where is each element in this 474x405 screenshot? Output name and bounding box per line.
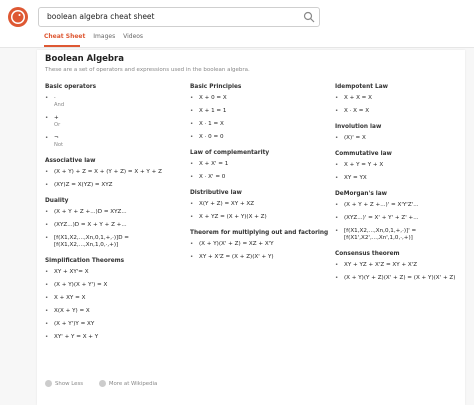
- cheat-item: [190, 254, 330, 261]
- cheat-item: [190, 121, 330, 128]
- cheat-item: [335, 95, 463, 102]
- cheat-sheet-card: [37, 50, 465, 405]
- cheat-expression: XY + XY'= X: [54, 269, 89, 275]
- cheat-item: [190, 134, 330, 141]
- cheat-item: [335, 175, 463, 182]
- cheat-expression: (XYZ...)D = X + Y + Z +...: [54, 222, 127, 228]
- cheat-section: [335, 251, 463, 282]
- cheat-expression: +: [54, 115, 59, 121]
- cheat-expression: XY' + Y = X + Y: [54, 334, 99, 340]
- result-tabs: [44, 33, 149, 40]
- cheat-section: [45, 258, 185, 341]
- section-heading: DeMorgan's law: [335, 191, 388, 197]
- tab-images[interactable]: Images: [93, 33, 116, 40]
- cheat-item: [45, 269, 185, 276]
- cheat-sheet-title: Boolean Algebra: [45, 54, 124, 64]
- cheat-expression: (X + Y')Y = XY: [54, 321, 95, 327]
- cheat-section: [190, 84, 330, 141]
- cheat-section: [190, 190, 330, 221]
- cheat-item: [190, 108, 330, 115]
- cheat-section: [190, 230, 330, 261]
- cheat-section: [45, 158, 185, 189]
- cheat-description: Not: [54, 142, 64, 148]
- section-heading: Idempotent Law: [335, 84, 388, 90]
- cheat-section: [335, 191, 463, 242]
- cheat-item: [45, 295, 185, 302]
- cheat-expression: XY + X'Z = (X + Z)(X' + Y): [199, 254, 274, 260]
- cheat-section: [335, 84, 463, 115]
- cheat-item: [45, 308, 185, 315]
- section-heading: Simplification Theorems: [45, 258, 125, 264]
- cheat-item: [190, 241, 330, 248]
- cheat-description: Or: [54, 122, 61, 128]
- section-heading: Involution law: [335, 124, 382, 130]
- cheat-expression: X + XY = X: [54, 295, 86, 301]
- section-heading: Basic operators: [45, 84, 97, 90]
- search-input[interactable]: [43, 9, 305, 24]
- cheat-item: [45, 169, 185, 176]
- cheat-item: [45, 209, 185, 216]
- cheat-expression: X + Y = Y + X: [344, 162, 384, 168]
- cheat-expression: (X + Y) + Z = X + (Y + Z) = X + Y + Z: [54, 169, 162, 175]
- cheat-expression: [f(X1,X2,...,Xn,0,1,+,·)]D = [f(X1,X2,...,Xn,1,0,·,+)]: [54, 235, 129, 248]
- cheat-expression: (X + Y)(Y + Z)(X' + Z) = (X + Y)(X' + Z): [344, 275, 456, 281]
- cheat-item: [335, 135, 463, 142]
- cheat-item: [45, 95, 185, 109]
- collapse-icon: [45, 380, 52, 387]
- cheat-expression: (X + Y)(X' + Z) = XZ + X'Y: [199, 241, 274, 247]
- duckduckgo-logo-icon[interactable]: [8, 7, 28, 27]
- cheat-expression: [f(X1,X2,...,Xn,0,1,+,·)]' = [f(X1',X2',...,Xn',1,0,·,+)]: [344, 228, 417, 241]
- cheat-item: [45, 222, 185, 229]
- cheat-expression: (XY)Z = X(YZ) = XYZ: [54, 182, 113, 188]
- cheat-item: [335, 228, 463, 242]
- wikipedia-link[interactable]: [99, 381, 158, 387]
- wikipedia-icon: [99, 380, 106, 387]
- cheat-item: [190, 95, 330, 102]
- cheat-item: [190, 161, 330, 168]
- cheat-expression: X(X + Y) = X: [54, 308, 90, 314]
- cheat-item: [335, 215, 463, 222]
- cheat-expression: (X)' = X: [344, 135, 366, 141]
- tab-videos[interactable]: Videos: [123, 33, 144, 40]
- results-panel: [0, 48, 474, 405]
- cheat-expression: X · 0 = 0: [199, 134, 224, 140]
- section-heading: Basic Principles: [190, 84, 242, 90]
- cheat-expression: X + X = X: [344, 95, 372, 101]
- section-heading: Theorem for multiplying out and factoring: [190, 230, 329, 236]
- cheat-expression: XY = YX: [344, 175, 367, 181]
- card-footer: [45, 380, 157, 387]
- cheat-item: [190, 174, 330, 181]
- cheat-section: [190, 150, 330, 181]
- cheat-expression: X · X = X: [344, 108, 370, 114]
- column-2: [190, 84, 330, 270]
- cheat-section: [45, 84, 185, 149]
- cheat-description: And: [54, 102, 65, 108]
- section-heading: Commutative law: [335, 151, 392, 157]
- cheat-expression: X + 1 = 1: [199, 108, 227, 114]
- section-heading: Duality: [45, 198, 69, 204]
- cheat-expression: X + 0 = X: [199, 95, 227, 101]
- section-heading: Distributive law: [190, 190, 242, 196]
- show-less-label: Show Less: [55, 381, 84, 387]
- cheat-expression: (X + Y + Z +...)D = XYZ...: [54, 209, 127, 215]
- cheat-section: [335, 124, 463, 142]
- cheat-item: [335, 162, 463, 169]
- cheat-expression: ¬: [54, 135, 59, 141]
- section-heading: Associative law: [45, 158, 96, 164]
- section-heading: Consensus theorem: [335, 251, 400, 257]
- cheat-expression: X · 1 = X: [199, 121, 224, 127]
- section-heading: Law of complementarity: [190, 150, 270, 156]
- cheat-expression: X(Y + Z) = XY + XZ: [199, 201, 255, 207]
- cheat-expression: (X + Y + Z +...)' = X'Y'Z'...: [344, 202, 419, 208]
- cheat-item: [190, 201, 330, 208]
- cheat-expression: X · X' = 0: [199, 174, 226, 180]
- cheat-item: [45, 115, 185, 129]
- column-3: [335, 84, 463, 291]
- top-bar: [0, 0, 474, 48]
- cheat-item: [335, 202, 463, 209]
- cheat-expression: ·: [54, 95, 56, 101]
- cheat-item: [335, 275, 463, 282]
- cheat-item: [45, 235, 185, 249]
- cheat-section: [335, 151, 463, 182]
- column-1: [45, 84, 185, 350]
- wikipedia-link-label: More at Wikipedia: [108, 381, 158, 387]
- cheat-sheet-subtitle: These are a set of operators and expressions used in the boolean algebra.: [45, 67, 250, 73]
- cheat-item: [45, 321, 185, 328]
- cheat-item: [335, 262, 463, 269]
- cheat-section: [45, 198, 185, 249]
- search-box: [38, 7, 320, 27]
- cheat-expression: X + X' = 1: [199, 161, 229, 167]
- search-icon[interactable]: [303, 11, 315, 23]
- show-less-button[interactable]: [45, 381, 85, 387]
- tab-cheat-sheet[interactable]: Cheat Sheet: [44, 33, 86, 40]
- cheat-expression: XY + YZ + X'Z = XY + X'Z: [344, 262, 418, 268]
- cheat-item: [335, 108, 463, 115]
- cheat-item: [45, 135, 185, 149]
- cheat-item: [45, 334, 185, 341]
- cheat-item: [45, 282, 185, 289]
- cheat-expression: X + YZ = (X + Y)(X + Z): [199, 214, 267, 220]
- cheat-item: [45, 182, 185, 189]
- cheat-expression: (XYZ...)' = X' + Y' + Z' +...: [344, 215, 419, 221]
- cheat-item: [190, 214, 330, 221]
- cheat-expression: (X + Y)(X + Y') = X: [54, 282, 108, 288]
